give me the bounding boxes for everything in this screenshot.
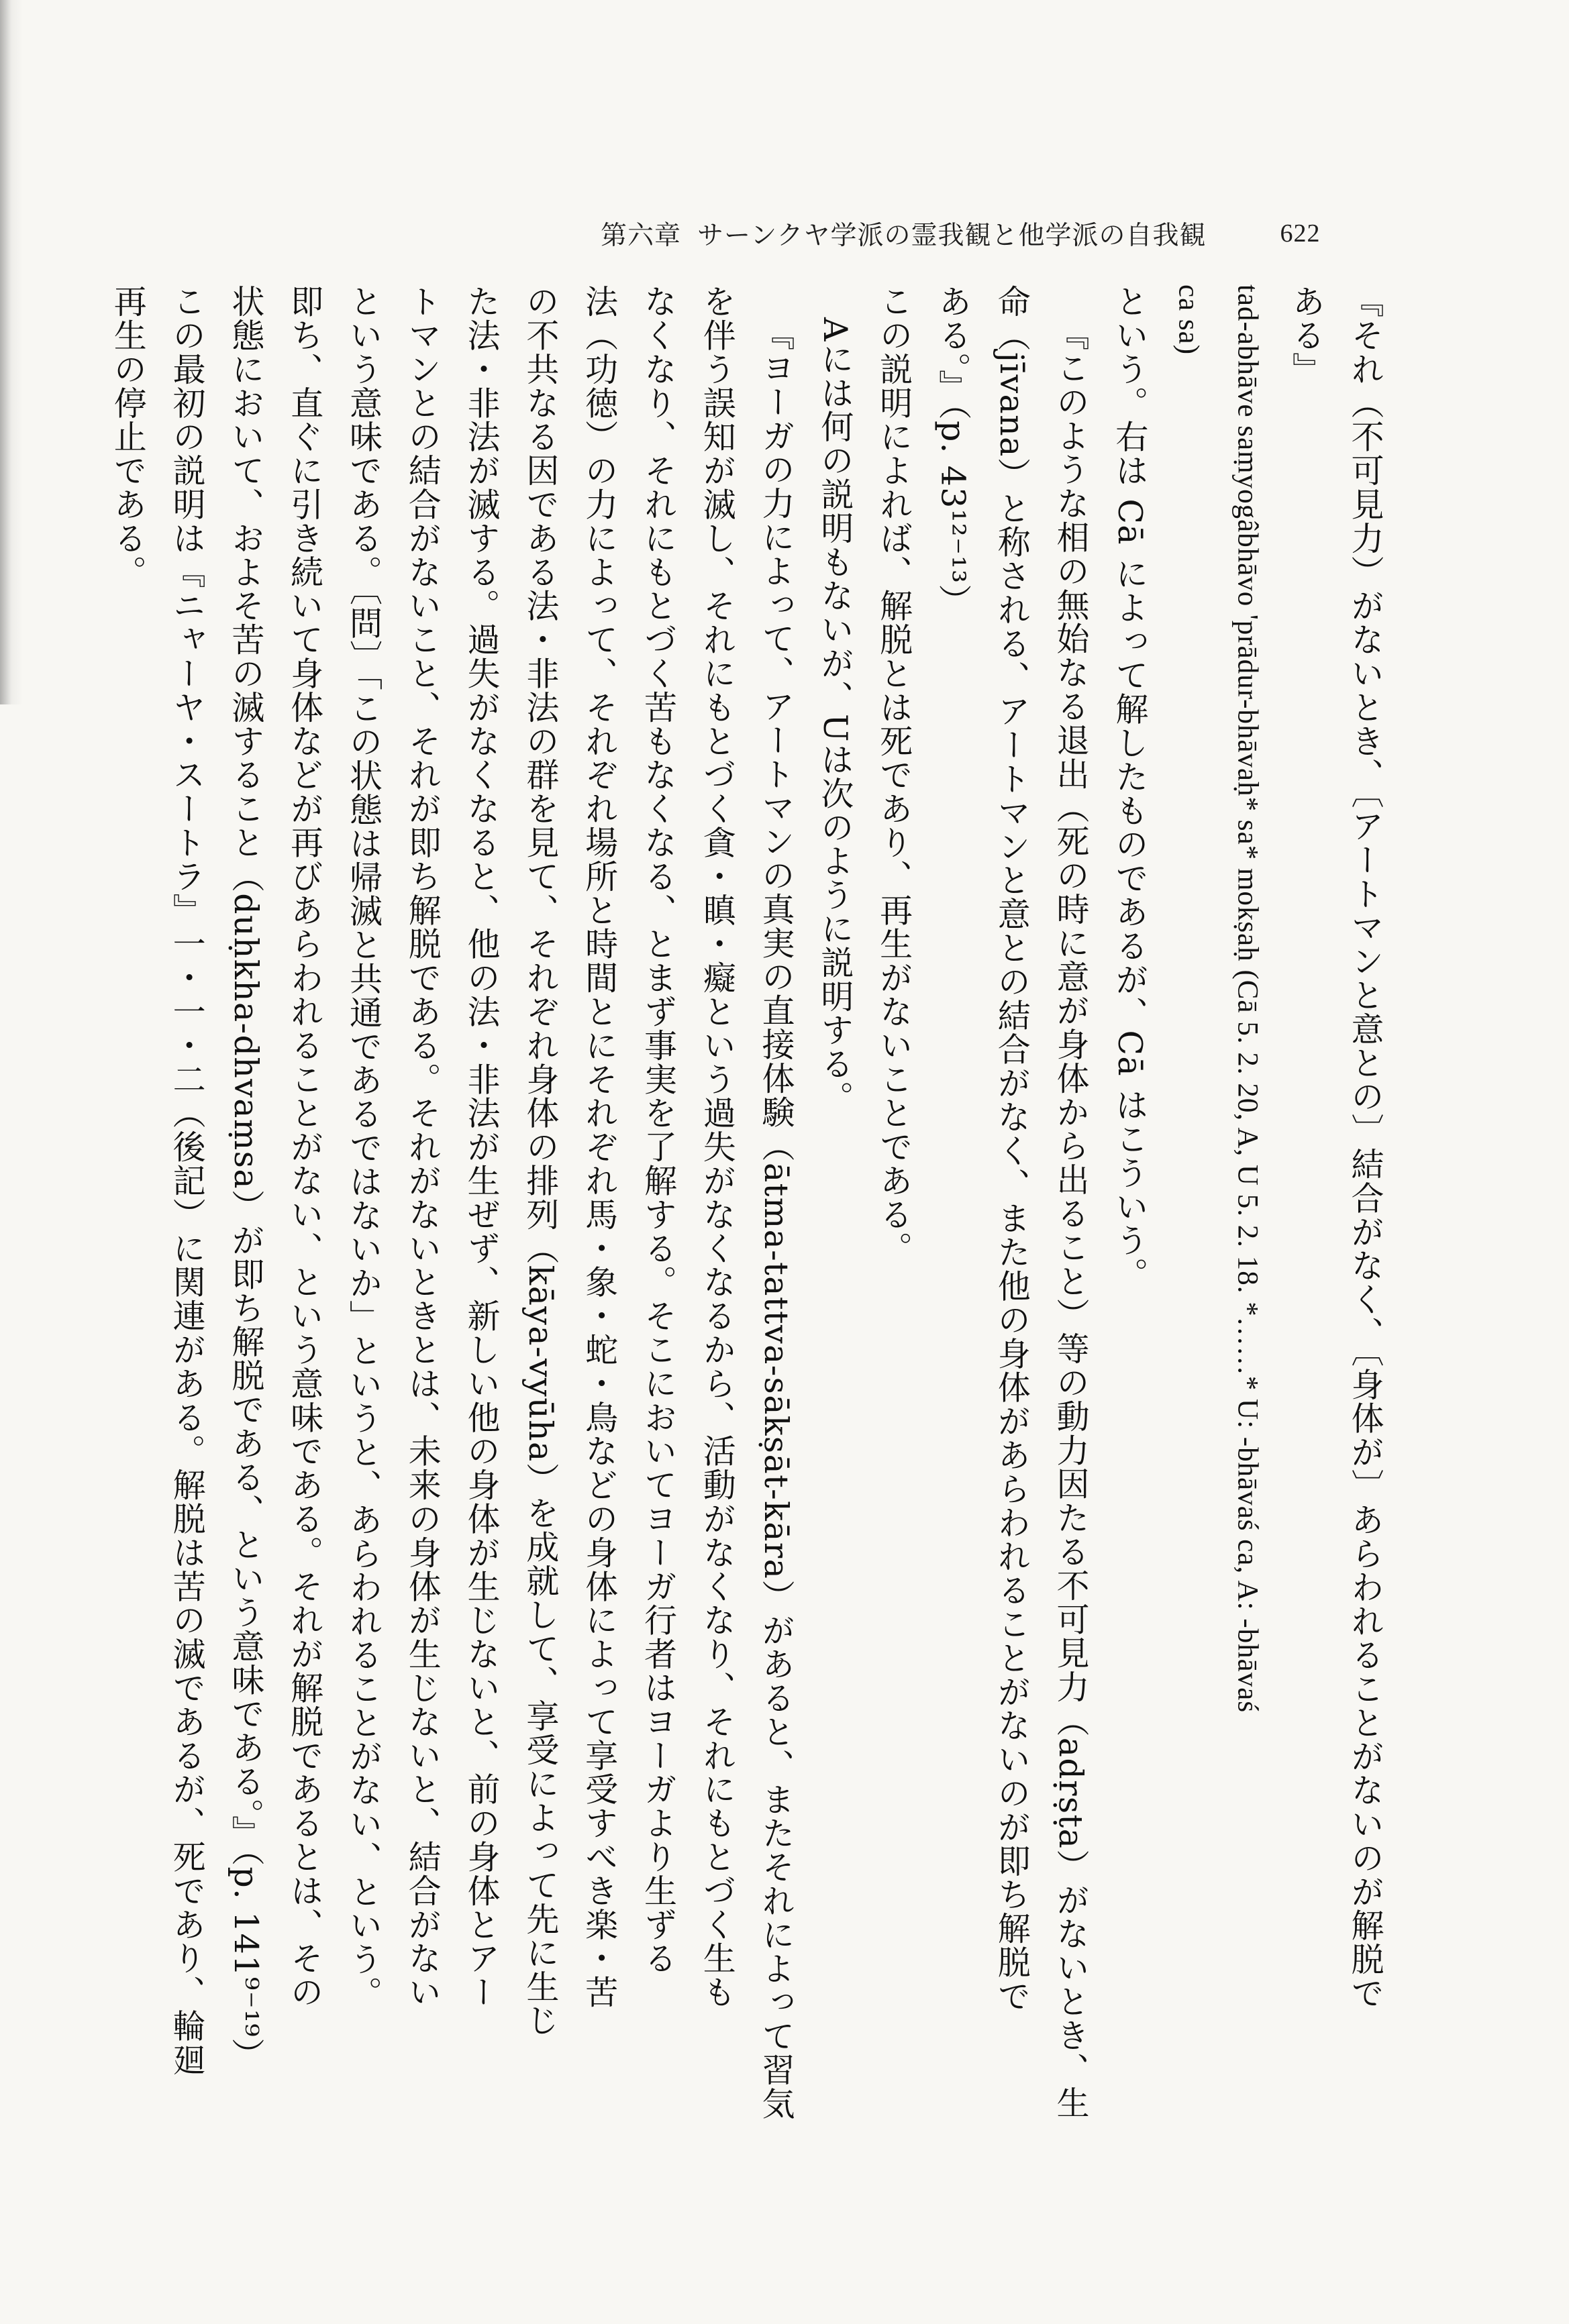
chapter-title: サーンクヤ学派の霊我観と他学派の自我観 <box>697 221 1207 251</box>
text-column: 再生の停止である。 <box>109 284 148 589</box>
romanized-quote-column: tad-abhāve saṃyogâbhāvo 'prādur-bhāvaḥ* sa* mokṣaḥ (Cā 5. 2. 20, A, U 5. 2. 18. *……* U: -bhāvaś ca, A: -bhāvaś <box>1231 284 1264 1713</box>
quote-column: という意味である。〔問〕「この状態は帰滅と共通であるではないか」というと、あらわれることがない、という。 <box>344 284 383 2010</box>
text-column: ある』 <box>1287 284 1326 386</box>
chapter-label: 第六章 <box>601 221 682 251</box>
quote-column: 『ヨーガの力によって、アートマンの真実の直接体験（ātma-tattva-sākṣāt-kāra）があると、またそれによって習気 <box>757 317 796 2121</box>
binding-edge-shadow <box>0 0 23 704</box>
quote-column: 法（功徳）の力によって、それぞれ場所と時間とにそれぞれ馬・象・蛇・鳥などの身体によって享受すべき楽・苦 <box>580 284 619 2009</box>
quote-column: 即ち、直ぐに引き続いて身体などが再びあらわれることがない、という意味である。それが解脱であるとは、その <box>285 284 324 2009</box>
quote-column: 命（jīvana）と称される、アートマンと意との結合がなく、また他の身体があらわれることがないのが即ち解脱で <box>993 284 1031 2013</box>
romanized-quote-column: ca sa) <box>1172 284 1205 356</box>
page-number: 622 <box>1280 219 1321 248</box>
quote-column: を伴う誤知が滅し、それにもとづく貪・瞋・癡という過失がなくなるから、活動がなくなり、それにもとづく生も <box>698 284 737 2009</box>
text-column: 『それ（不可見力）がないとき、〔アートマンと意との〕結合がなく、〔身体が〕あらわれることがないのが解脱で <box>1346 284 1384 2010</box>
text-column: Aには何の説明もないが、Uは次のように説明する。 <box>815 317 854 1115</box>
quote-column: ある。』（p. 43¹²⁻¹³） <box>933 284 972 618</box>
text-column: という。右は Cā によって解したものであるが、Cā はこういう。 <box>1110 284 1149 1291</box>
quote-column: 状態において、およそ苦の滅すること（duḥkha-dhvaṃsa）が即ち解脱である、という意味である。』（p. 141⁹⁻¹⁹） <box>226 284 265 2072</box>
text-column: この最初の説明は『ニャーヤ・スートラ』一・一・二（後記）に関連がある。解脱は苦の滅であるが、死であり、輪廻 <box>168 284 207 2077</box>
running-header <box>601 213 1406 254</box>
vertical-text-body <box>109 284 1395 2190</box>
quote-column: た法・非法が滅する。過失がなくなると、他の法・非法が生ぜず、新しい他の身体が生じないと、前の身体とアー <box>462 284 501 2009</box>
quote-column: トマンとの結合がないこと、それが即ち解脱である。それがないときとは、未来の身体が生じないと、結合がない <box>403 284 442 2009</box>
quote-column: なくなり、それにもとづく苦もなくなる、とまず事実を了解する。そこにおいてヨーガ行者はヨーガより生ずる <box>639 284 678 1975</box>
quote-column: の不共なる因である法・非法の群を見て、それぞれ身体の排列（kāya-vyūha）を成就して、享受によって先に生じ <box>521 284 560 2038</box>
quote-column: 『このような相の無始なる退出（死の時に意が身体から出ること）等の動力因たる不可見力（adṛṣṭa）がないとき、生 <box>1052 317 1091 2120</box>
text-column: この説明によれば、解脱とは死であり、再生がないことである。 <box>874 284 913 1265</box>
